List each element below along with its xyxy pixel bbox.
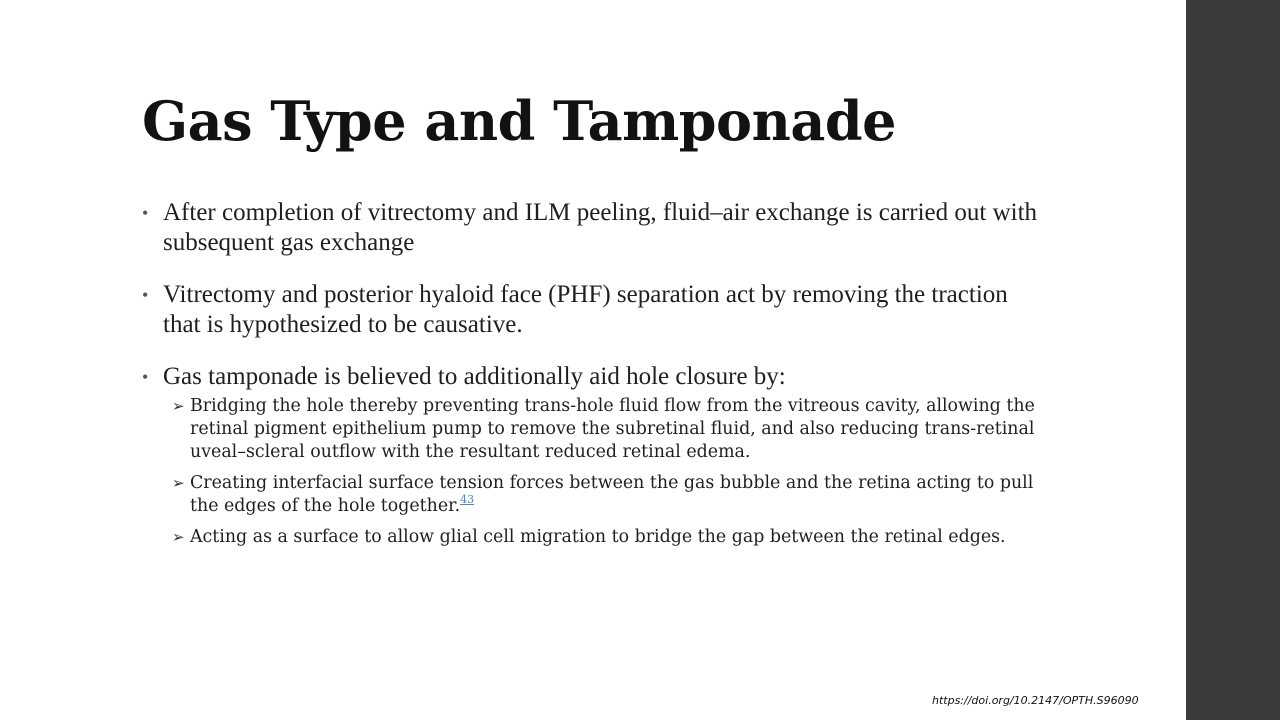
bullet-item (140, 362, 1040, 392)
doi-citation: https://doi.org/10.2147/OPTH.S96090 (932, 694, 1139, 707)
reference-link[interactable]: 43 (460, 493, 475, 506)
arrow-bullet-icon: ➢ (172, 397, 185, 415)
bullet-text: After completion of vitrectomy and ILM peeling, fluid–air exchange is carried out with subsequent gas exchange (163, 199, 1038, 256)
bullet-text: Gas tamponade is believed to additionally aid hole closure by: (163, 363, 786, 390)
sub-bullet-item (172, 395, 1040, 464)
sub-bullet-text: Acting as a surface to allow glial cell migration to bridge the gap between the retinal edges. (190, 527, 1006, 547)
sub-bullet-text: Creating interfacial surface tension forces between the gas bubble and the retina acting to pull the edges of the hole together. (190, 473, 1034, 516)
arrow-bullet-icon: ➢ (172, 528, 185, 546)
bullet-text: Vitrectomy and posterior hyaloid face (PHF) separation act by removing the traction that is hypothesized to be causative. (163, 281, 1008, 338)
bullet-item (140, 280, 1040, 340)
side-bar (1186, 0, 1280, 720)
sub-bullet-list (140, 395, 1040, 549)
sub-bullet-item (172, 472, 1040, 518)
sub-bullet-text-wrap (190, 472, 1040, 518)
arrow-bullet-icon: ➢ (172, 474, 185, 492)
slide-content (140, 198, 1040, 549)
bullet-item (140, 198, 1040, 258)
bullet-dot-icon: • (142, 285, 149, 305)
bullet-dot-icon: • (142, 203, 149, 223)
bullet-dot-icon: • (142, 367, 149, 387)
sub-bullet-item (172, 526, 1040, 549)
slide-title: Gas Type and Tamponade (142, 89, 896, 153)
sub-bullet-text: Bridging the hole thereby preventing trans-hole fluid flow from the vitreous cavity, allowing the retinal pigment epithelium pump to remove the subretinal fluid, and also reducing trans-retinal uveal–scleral outflow with the resultant reduced retinal edema. (190, 396, 1035, 462)
